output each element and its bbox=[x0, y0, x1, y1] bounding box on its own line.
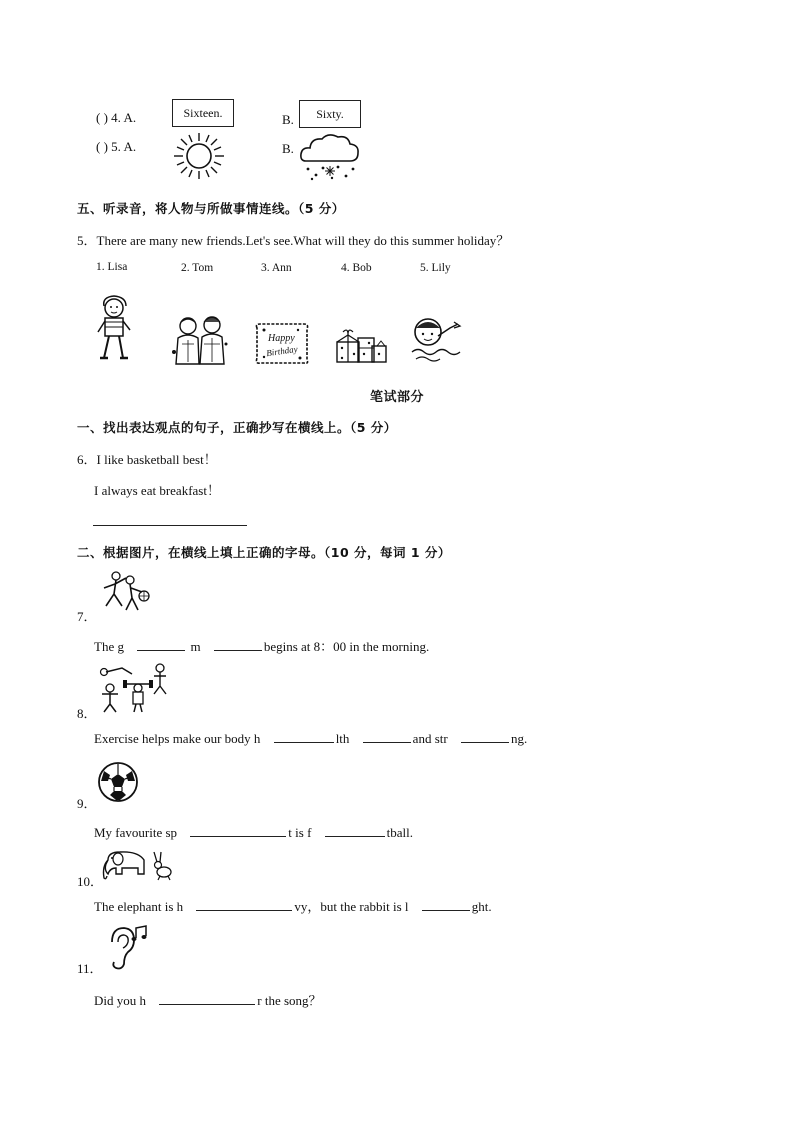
q9-number: 9． bbox=[77, 796, 97, 811]
q10-sentence bbox=[94, 896, 492, 915]
option-a-word: Sixteen. bbox=[183, 105, 223, 120]
written-part-title: 笔试部分 bbox=[370, 390, 425, 405]
elephant-rabbit-icon bbox=[102, 848, 178, 882]
option-b-word-card bbox=[299, 100, 361, 128]
q9-blank-2[interactable] bbox=[325, 824, 385, 837]
name-tom: 2. Tom bbox=[181, 262, 214, 274]
grandparents-icon bbox=[170, 314, 230, 368]
q6-answer-line[interactable] bbox=[93, 524, 247, 526]
q9-text-b: t is f bbox=[288, 825, 312, 840]
q7-text-c: begins at 8：00 in the morning. bbox=[263, 639, 430, 654]
section-five-title: 五、听录音，将人物与所做事情连线。（5 分） bbox=[77, 201, 345, 216]
q11-text-b: r the song？ bbox=[257, 993, 322, 1008]
section-one-title: 一、找出表达观点的句子，正确抄写在横线上。（5 分） bbox=[77, 420, 397, 435]
swimming-girl-icon bbox=[410, 314, 462, 364]
q8-number: 8． bbox=[77, 706, 97, 721]
q7-text-b: m bbox=[190, 639, 201, 654]
snow-cloud-icon bbox=[298, 131, 362, 183]
q8-sentence bbox=[94, 730, 527, 747]
q9-text-c: tball. bbox=[386, 825, 414, 840]
q8-blank-2[interactable] bbox=[363, 730, 411, 743]
q8-text-b: lth bbox=[335, 731, 350, 746]
option-a-word-card bbox=[172, 99, 234, 127]
q11-text-a: Did you h bbox=[94, 993, 146, 1008]
option-b-word: Sixty. bbox=[316, 106, 344, 121]
q5-number: ( ) 5. A. bbox=[96, 139, 137, 154]
q9-text-a: My favourite sp bbox=[94, 825, 178, 840]
q8-text-d: ng. bbox=[510, 731, 528, 746]
q11-number: 11． bbox=[77, 961, 103, 976]
q10-text-a: The elephant is h bbox=[94, 899, 184, 914]
q7-number: 7． bbox=[77, 609, 97, 624]
q8-text-c: and str bbox=[412, 731, 448, 746]
q7-blank-1[interactable] bbox=[137, 638, 185, 651]
q9-sentence bbox=[94, 824, 413, 841]
name-lily: 5. Lily bbox=[420, 262, 451, 274]
name-lisa: 1. Lisa bbox=[96, 261, 128, 273]
q7-blank-2[interactable] bbox=[214, 638, 262, 651]
q9-blank-1[interactable] bbox=[190, 824, 286, 837]
q11-blank-1[interactable] bbox=[159, 992, 255, 1005]
q6-line1: 6．I like basketball best！ bbox=[77, 452, 217, 467]
birthday-card-line1: Happy bbox=[268, 333, 295, 344]
name-ann: 3. Ann bbox=[261, 262, 292, 274]
birthday-card-line2: Birthday bbox=[265, 343, 299, 359]
q10-text-b: vy，but the rabbit is l bbox=[294, 899, 409, 914]
boy-playing-icon bbox=[96, 294, 132, 364]
option-b-label: B. bbox=[282, 112, 294, 127]
exercise-people-icon bbox=[98, 660, 170, 714]
q8-blank-1[interactable] bbox=[274, 730, 334, 743]
q10-text-c: ght. bbox=[471, 899, 492, 914]
q7-text-a: The g bbox=[94, 639, 124, 654]
q7-sentence bbox=[94, 636, 429, 655]
birthday-card-icon bbox=[254, 320, 310, 366]
name-bob: 4. Bob bbox=[341, 262, 372, 274]
q8-blank-3[interactable] bbox=[461, 730, 509, 743]
option-b-label-q5: B. bbox=[282, 141, 294, 156]
q5-prompt: 5．There are many new friends.Let's see.What will they do this summer holiday？ bbox=[77, 233, 510, 248]
q4-number: ( ) 4. A. bbox=[96, 110, 137, 125]
q10-blank-2[interactable] bbox=[422, 898, 470, 911]
gift-boxes-icon bbox=[334, 326, 388, 366]
q8-text-a: Exercise helps make our body h bbox=[94, 731, 261, 746]
basketball-players-icon bbox=[98, 570, 150, 614]
q6-line2: I always eat breakfast！ bbox=[94, 483, 220, 498]
section-two-title: 二、根据图片，在横线上填上正确的字母。（10 分，每词 1 分） bbox=[77, 545, 451, 560]
q10-blank-1[interactable] bbox=[196, 898, 292, 911]
football-icon bbox=[96, 761, 140, 803]
q11-sentence bbox=[94, 990, 322, 1009]
q10-number: 10． bbox=[77, 874, 104, 889]
ear-music-icon bbox=[104, 924, 150, 972]
sun-icon bbox=[170, 131, 228, 181]
